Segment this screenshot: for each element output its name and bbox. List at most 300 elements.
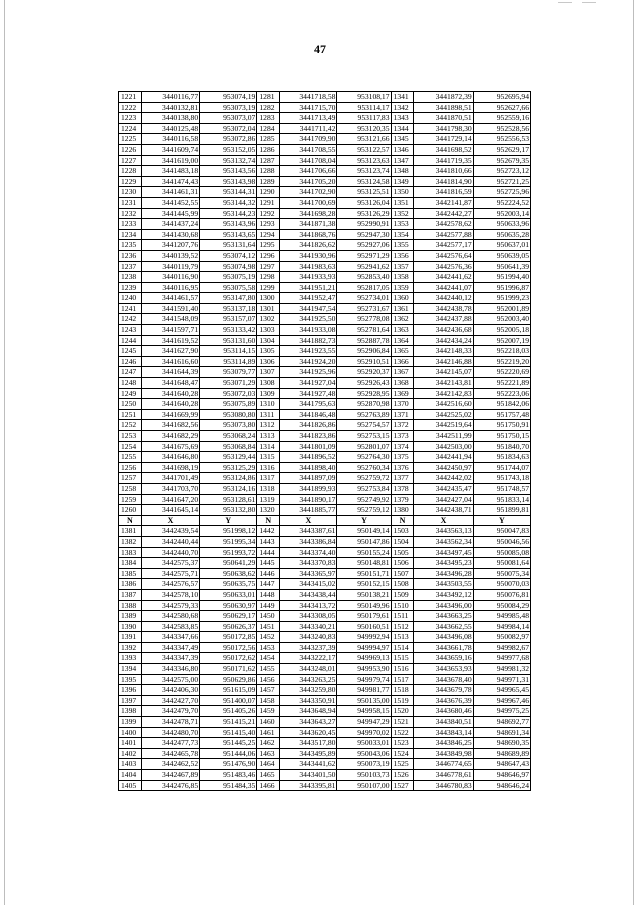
table-row [119,473,531,484]
point-number-cell: 1307 [257,367,280,378]
y-coordinate-cell: 952971,29 [337,250,391,261]
x-coordinate-cell: 3443648,94 [280,706,337,717]
y-coordinate-cell: 950179,61 [337,611,391,622]
point-number-cell: 1503 [391,526,414,537]
x-coordinate-cell: 3441700,69 [280,197,337,208]
x-coordinate-cell: 3442462,52 [141,759,199,770]
table-row [119,420,531,431]
x-coordinate-cell: 3440116,77 [141,92,199,103]
point-number-cell: 1505 [391,547,414,558]
x-coordinate-cell: 3443347,49 [141,642,199,653]
x-coordinate-cell: 3441718,58 [280,92,337,103]
coordinates-block-1 [119,92,531,516]
table-row [119,176,531,187]
point-number-cell: 1362 [391,314,414,325]
y-coordinate-cell: 950635,28 [473,229,530,240]
point-number-cell: 1370 [391,399,414,410]
x-coordinate-cell: 3446778,61 [414,770,473,781]
table-row [119,717,531,728]
x-coordinate-cell: 3441826,62 [280,240,337,251]
point-number-cell: 1395 [119,674,142,685]
y-coordinate-cell: 953144,32 [200,197,257,208]
point-number-cell: 1458 [257,695,280,706]
y-coordinate-cell: 951400,07 [200,695,257,706]
y-coordinate-cell: 950103,73 [337,770,391,781]
x-coordinate-cell: 3443248,01 [280,664,337,675]
y-coordinate-cell: 952947,30 [337,229,391,240]
y-coordinate-cell: 953131,64 [200,240,257,251]
y-coordinate-cell: 952725,96 [473,187,530,198]
x-coordinate-cell: 3441890,17 [280,494,337,505]
header-cell-y: Y [337,515,391,526]
point-number-cell: 1389 [119,611,142,622]
x-coordinate-cell: 3441719,35 [414,155,473,166]
table-row [119,558,531,569]
y-coordinate-cell: 952723,12 [473,166,530,177]
y-coordinate-cell: 953128,61 [200,494,257,505]
y-coordinate-cell: 953144,23 [200,208,257,219]
y-coordinate-cell: 952760,34 [337,462,391,473]
y-coordinate-cell: 951993,72 [200,547,257,558]
y-coordinate-cell: 949977,68 [473,653,530,664]
x-coordinate-cell: 3441703,70 [141,483,199,494]
x-coordinate-cell: 3441548,09 [141,314,199,325]
x-coordinate-cell: 3443849,98 [414,748,473,759]
point-number-cell: 1292 [257,208,280,219]
y-coordinate-cell: 950135,00 [337,695,391,706]
table-row [119,378,531,389]
x-coordinate-cell: 3443370,83 [280,558,337,569]
x-coordinate-cell: 3442441,94 [414,452,473,463]
point-number-cell: 1255 [119,452,142,463]
x-coordinate-cell: 3441823,86 [280,431,337,442]
y-coordinate-cell: 952927,06 [337,240,391,251]
header-cell-n: N [119,515,142,526]
y-coordinate-cell: 953132,80 [200,505,257,516]
point-number-cell: 1306 [257,356,280,367]
table-row [119,293,531,304]
point-number-cell: 1356 [391,250,414,261]
x-coordinate-cell: 3441846,48 [280,409,337,420]
y-coordinate-cell: 949965,45 [473,685,530,696]
x-coordinate-cell: 3441927,48 [280,388,337,399]
point-number-cell: 1355 [391,240,414,251]
x-coordinate-cell: 3441698,52 [414,144,473,155]
table-row [119,759,531,770]
y-coordinate-cell: 950629,17 [200,611,257,622]
y-coordinate-cell: 950138,21 [337,589,391,600]
x-coordinate-cell: 3441870,51 [414,113,473,124]
table-row [119,155,531,166]
x-coordinate-cell: 3441896,52 [280,452,337,463]
table-row [119,695,531,706]
x-coordinate-cell: 3442427,70 [141,695,199,706]
point-number-cell: 1373 [391,431,414,442]
y-coordinate-cell: 950148,81 [337,558,391,569]
y-coordinate-cell: 952224,52 [473,197,530,208]
x-coordinate-cell: 3443496,00 [414,600,473,611]
x-coordinate-cell: 3443840,51 [414,717,473,728]
x-coordinate-cell: 3442476,85 [141,780,199,791]
table-row [119,303,531,314]
x-coordinate-cell: 3443441,62 [280,759,337,770]
y-coordinate-cell: 953114,15 [200,346,257,357]
table-row [119,579,531,590]
point-number-cell: 1394 [119,664,142,675]
y-coordinate-cell: 950172,62 [200,653,257,664]
point-number-cell: 1246 [119,356,142,367]
table-row [119,632,531,643]
y-coordinate-cell: 950172,56 [200,642,257,653]
y-coordinate-cell: 950637,01 [473,240,530,251]
point-number-cell: 1293 [257,219,280,230]
point-number-cell: 1513 [391,632,414,643]
y-coordinate-cell: 948689,89 [473,748,530,759]
y-coordinate-cell: 949982,67 [473,642,530,653]
table-row [119,536,531,547]
point-number-cell: 1453 [257,642,280,653]
x-coordinate-cell: 3441591,40 [141,303,199,314]
x-coordinate-cell: 3441452,55 [141,197,199,208]
y-coordinate-cell: 951757,48 [473,409,530,420]
x-coordinate-cell: 3442578,10 [141,589,199,600]
point-number-cell: 1281 [257,92,280,103]
x-coordinate-cell: 3442442,02 [414,473,473,484]
header-cell-x: X [414,515,473,526]
x-coordinate-cell: 3442576,36 [414,261,473,272]
x-coordinate-cell: 3446774,65 [414,759,473,770]
point-number-cell: 1233 [119,219,142,230]
y-coordinate-cell: 949979,74 [337,674,391,685]
x-coordinate-cell: 3441645,14 [141,505,199,516]
point-number-cell: 1464 [257,759,280,770]
point-number-cell: 1460 [257,717,280,728]
x-coordinate-cell: 3443237,39 [280,642,337,653]
point-number-cell: 1381 [119,526,142,537]
point-number-cell: 1507 [391,568,414,579]
x-coordinate-cell: 3443495,89 [280,748,337,759]
point-number-cell: 1357 [391,261,414,272]
y-coordinate-cell: 951484,35 [200,780,257,791]
y-coordinate-cell: 951996,87 [473,282,530,293]
point-number-cell: 1523 [391,738,414,749]
x-coordinate-cell: 3443347,66 [141,632,199,643]
y-coordinate-cell: 953114,89 [200,356,257,367]
point-number-cell: 1402 [119,748,142,759]
coordinates-table [118,91,531,791]
x-coordinate-cell: 3443495,23 [414,558,473,569]
x-coordinate-cell: 3446780,83 [414,780,473,791]
x-coordinate-cell: 3443643,27 [280,717,337,728]
point-number-cell: 1367 [391,367,414,378]
y-coordinate-cell: 950107,00 [337,780,391,791]
y-coordinate-cell: 953147,80 [200,293,257,304]
x-coordinate-cell: 3443340,21 [280,621,337,632]
y-coordinate-cell: 952817,05 [337,282,391,293]
y-coordinate-cell: 950633,01 [200,589,257,600]
x-coordinate-cell: 3443386,84 [280,536,337,547]
point-number-cell: 1225 [119,134,142,145]
y-coordinate-cell: 952559,16 [473,113,530,124]
x-coordinate-cell: 3442437,88 [414,314,473,325]
point-number-cell: 1285 [257,134,280,145]
point-number-cell: 1391 [119,632,142,643]
point-number-cell: 1286 [257,144,280,155]
table-row [119,748,531,759]
y-coordinate-cell: 952679,35 [473,155,530,166]
y-coordinate-cell: 952887,78 [337,335,391,346]
x-coordinate-cell: 3443563,13 [414,526,473,537]
x-coordinate-cell: 3441646,80 [141,452,199,463]
table-row [119,187,531,198]
point-number-cell: 1222 [119,102,142,113]
point-number-cell: 1298 [257,272,280,283]
point-number-cell: 1450 [257,611,280,622]
y-coordinate-cell: 953108,17 [337,92,391,103]
point-number-cell: 1308 [257,378,280,389]
point-number-cell: 1386 [119,579,142,590]
table-row [119,547,531,558]
point-number-cell: 1260 [119,505,142,516]
x-coordinate-cell: 3440125,48 [141,123,199,134]
point-number-cell: 1393 [119,653,142,664]
y-coordinate-cell: 950033,01 [337,738,391,749]
point-number-cell: 1234 [119,229,142,240]
y-coordinate-cell: 953122,57 [337,144,391,155]
y-coordinate-cell: 953143,65 [200,229,257,240]
point-number-cell: 1354 [391,229,414,240]
y-coordinate-cell: 952218,03 [473,346,530,357]
y-coordinate-cell: 950151,71 [337,568,391,579]
table-row [119,770,531,781]
y-coordinate-cell: 949958,15 [337,706,391,717]
point-number-cell: 1313 [257,431,280,442]
y-coordinate-cell: 951415,21 [200,717,257,728]
x-coordinate-cell: 3441947,54 [280,303,337,314]
x-coordinate-cell: 3440116,58 [141,134,199,145]
point-number-cell: 1291 [257,197,280,208]
y-coordinate-cell: 953125,29 [200,462,257,473]
point-number-cell: 1231 [119,197,142,208]
point-number-cell: 1516 [391,664,414,675]
y-coordinate-cell: 953074,19 [200,92,257,103]
header-cell-n: N [391,515,414,526]
table-row [119,250,531,261]
x-coordinate-cell: 3441925,96 [280,367,337,378]
y-coordinate-cell: 949984,14 [473,621,530,632]
y-coordinate-cell: 948646,24 [473,780,530,791]
point-number-cell: 1348 [391,166,414,177]
x-coordinate-cell: 3443350,91 [280,695,337,706]
point-number-cell: 1522 [391,727,414,738]
point-number-cell: 1254 [119,441,142,452]
y-coordinate-cell: 953126,04 [337,197,391,208]
point-number-cell: 1446 [257,568,280,579]
y-coordinate-cell: 953114,17 [337,102,391,113]
x-coordinate-cell: 3442438,78 [414,303,473,314]
point-number-cell: 1249 [119,388,142,399]
x-coordinate-cell: 3441207,76 [141,240,199,251]
point-number-cell: 1311 [257,409,280,420]
point-number-cell: 1448 [257,589,280,600]
y-coordinate-cell: 950081,64 [473,558,530,569]
x-coordinate-cell: 3441711,42 [280,123,337,134]
x-coordinate-cell: 3442580,68 [141,611,199,622]
y-coordinate-cell: 951995,34 [200,536,257,547]
y-coordinate-cell: 952695,94 [473,92,530,103]
y-coordinate-cell: 952003,40 [473,314,530,325]
table-row [119,346,531,357]
point-number-cell: 1228 [119,166,142,177]
x-coordinate-cell: 3443620,45 [280,727,337,738]
point-number-cell: 1223 [119,113,142,124]
point-number-cell: 1302 [257,314,280,325]
x-coordinate-cell: 3441871,38 [280,219,337,230]
point-number-cell: 1375 [391,452,414,463]
table-row [119,494,531,505]
x-coordinate-cell: 3440139,52 [141,250,199,261]
table-row [119,589,531,600]
point-number-cell: 1235 [119,240,142,251]
y-coordinate-cell: 949969,13 [337,653,391,664]
x-coordinate-cell: 3441715,70 [280,102,337,113]
point-number-cell: 1352 [391,208,414,219]
header-cell-y: Y [473,515,530,526]
x-coordinate-cell: 3443413,72 [280,600,337,611]
point-number-cell: 1299 [257,282,280,293]
y-coordinate-cell: 952556,53 [473,134,530,145]
y-coordinate-cell: 950641,29 [200,558,257,569]
x-coordinate-cell: 3441619,52 [141,335,199,346]
point-number-cell: 1508 [391,579,414,590]
x-coordinate-cell: 3441826,86 [280,420,337,431]
y-coordinate-cell: 950639,05 [473,250,530,261]
y-coordinate-cell: 951994,40 [473,272,530,283]
x-coordinate-cell: 3441868,76 [280,229,337,240]
x-coordinate-cell: 3441682,29 [141,431,199,442]
point-number-cell: 1519 [391,695,414,706]
point-number-cell: 1405 [119,780,142,791]
y-coordinate-cell: 952003,14 [473,208,530,219]
point-number-cell: 1232 [119,208,142,219]
point-number-cell: 1392 [119,642,142,653]
x-coordinate-cell: 3442142,83 [414,388,473,399]
x-coordinate-cell: 3440116,90 [141,272,199,283]
point-number-cell: 1259 [119,494,142,505]
x-coordinate-cell: 3443497,45 [414,547,473,558]
x-coordinate-cell: 3442440,12 [414,293,473,304]
x-coordinate-cell: 3441706,66 [280,166,337,177]
y-coordinate-cell: 952928,95 [337,388,391,399]
x-coordinate-cell: 3441930,96 [280,250,337,261]
point-number-cell: 1241 [119,303,142,314]
y-coordinate-cell: 953143,56 [200,166,257,177]
y-coordinate-cell: 953072,86 [200,134,257,145]
y-coordinate-cell: 951743,18 [473,473,530,484]
point-number-cell: 1371 [391,409,414,420]
point-number-cell: 1388 [119,600,142,611]
point-number-cell: 1521 [391,717,414,728]
y-coordinate-cell: 949947,29 [337,717,391,728]
y-coordinate-cell: 950043,06 [337,748,391,759]
y-coordinate-cell: 953131,60 [200,335,257,346]
y-coordinate-cell: 953137,18 [200,303,257,314]
point-number-cell: 1360 [391,293,414,304]
point-number-cell: 1314 [257,441,280,452]
point-number-cell: 1256 [119,462,142,473]
x-coordinate-cell: 3441708,04 [280,155,337,166]
point-number-cell: 1315 [257,452,280,463]
y-coordinate-cell: 953133,42 [200,325,257,336]
y-coordinate-cell: 953073,80 [200,420,257,431]
point-number-cell: 1284 [257,123,280,134]
point-number-cell: 1401 [119,738,142,749]
y-coordinate-cell: 950638,62 [200,568,257,579]
header-cell-x: X [141,515,199,526]
x-coordinate-cell: 3441483,18 [141,166,199,177]
point-number-cell: 1353 [391,219,414,230]
point-number-cell: 1462 [257,738,280,749]
y-coordinate-cell: 952734,01 [337,293,391,304]
table-row [119,197,531,208]
x-coordinate-cell: 3442478,71 [141,717,199,728]
y-coordinate-cell: 953073,07 [200,113,257,124]
x-coordinate-cell: 3441675,69 [141,441,199,452]
y-coordinate-cell: 950630,97 [200,600,257,611]
y-coordinate-cell: 949994,97 [337,642,391,653]
x-coordinate-cell: 3441801,09 [280,441,337,452]
x-coordinate-cell: 3442406,30 [141,685,199,696]
point-number-cell: 1524 [391,748,414,759]
y-coordinate-cell: 948692,77 [473,717,530,728]
point-number-cell: 1454 [257,653,280,664]
y-coordinate-cell: 952801,07 [337,441,391,452]
x-coordinate-cell: 3442427,04 [414,494,473,505]
table-row [119,642,531,653]
point-number-cell: 1318 [257,483,280,494]
point-number-cell: 1345 [391,134,414,145]
y-coordinate-cell: 950629,86 [200,674,257,685]
table-row [119,388,531,399]
x-coordinate-cell: 3443676,39 [414,695,473,706]
x-coordinate-cell: 3442503,00 [414,441,473,452]
y-coordinate-cell: 952731,67 [337,303,391,314]
x-coordinate-cell: 3442516,60 [414,399,473,410]
y-coordinate-cell: 953074,12 [200,250,257,261]
point-number-cell: 1252 [119,420,142,431]
x-coordinate-cell: 3442577,17 [414,240,473,251]
point-number-cell: 1518 [391,685,414,696]
x-coordinate-cell: 3442465,78 [141,748,199,759]
point-number-cell: 1527 [391,780,414,791]
x-coordinate-cell: 3441713,49 [280,113,337,124]
point-number-cell: 1382 [119,536,142,547]
y-coordinate-cell: 949992,94 [337,632,391,643]
y-coordinate-cell: 949981,32 [473,664,530,675]
x-coordinate-cell: 3443678,40 [414,674,473,685]
x-coordinate-cell: 3443492,12 [414,589,473,600]
x-coordinate-cell: 3441933,93 [280,272,337,283]
x-coordinate-cell: 3442477,73 [141,738,199,749]
x-coordinate-cell: 3442479,70 [141,706,199,717]
x-coordinate-cell: 3443263,25 [280,674,337,685]
y-coordinate-cell: 953157,07 [200,314,257,325]
x-coordinate-cell: 3443222,17 [280,653,337,664]
x-coordinate-cell: 3441795,63 [280,399,337,410]
y-coordinate-cell: 952528,56 [473,123,530,134]
y-coordinate-cell: 952754,57 [337,420,391,431]
y-coordinate-cell: 953072,03 [200,388,257,399]
